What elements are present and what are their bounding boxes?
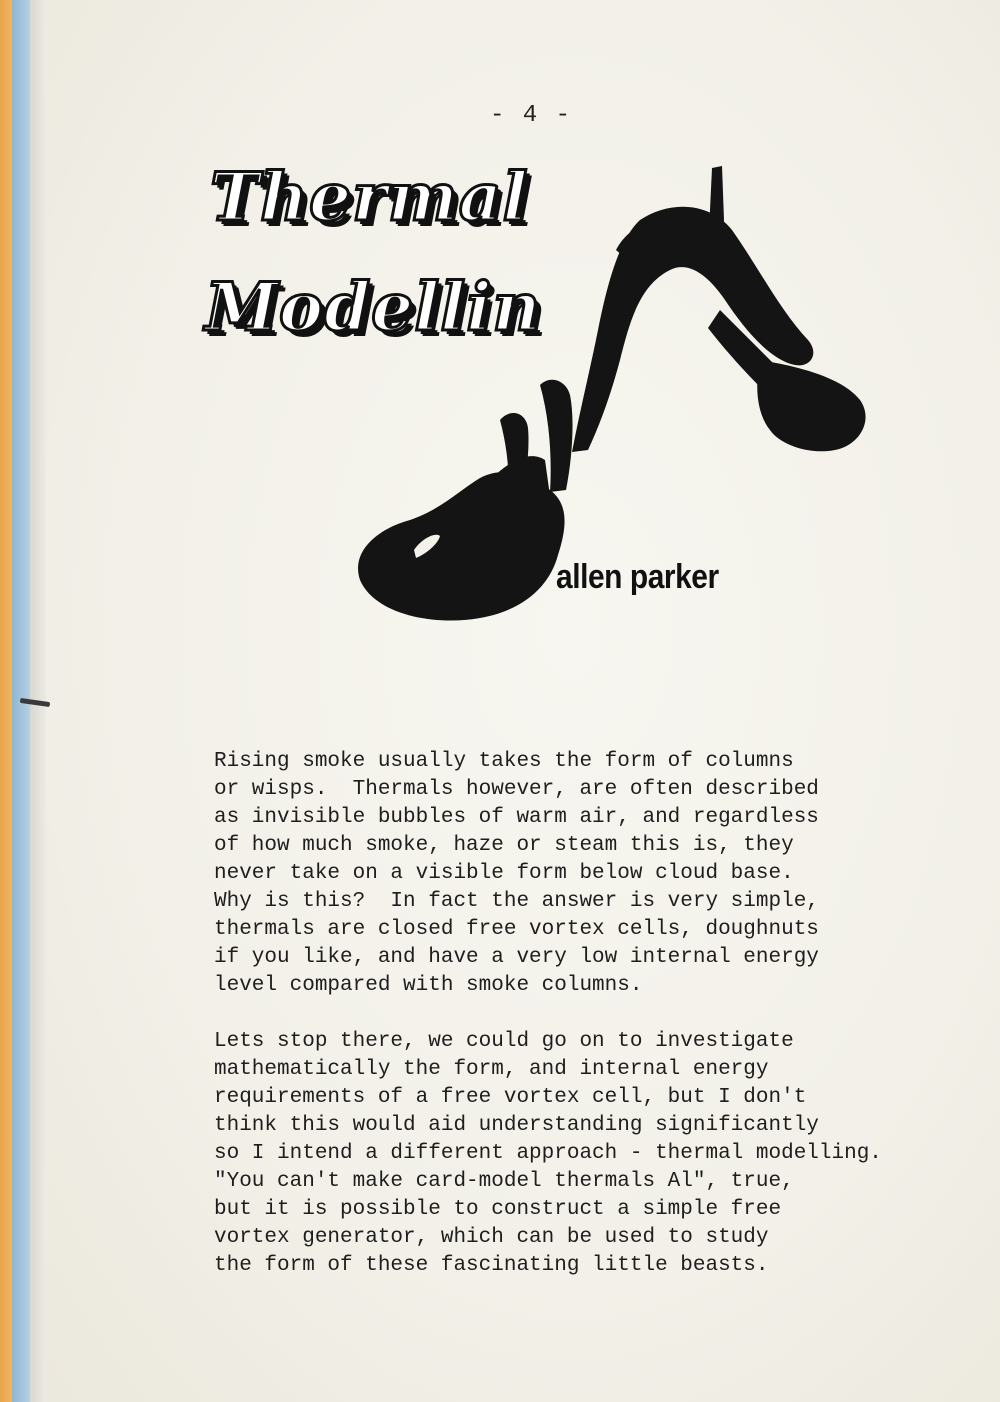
paragraph-line: thermals are closed free vortex cells, doughnuts xyxy=(214,918,819,941)
title-line-2: Modellin xyxy=(205,268,542,346)
paragraph-line: Why is this? In fact the answer is very simple, xyxy=(214,890,819,913)
paragraph-line: or wisps. Thermals however, are often described xyxy=(214,778,819,801)
paragraph-line: never take on a visible form below cloud base. xyxy=(214,862,794,885)
paragraph-line: the form of these fascinating little beasts. xyxy=(214,1254,769,1277)
author-name: allen parker xyxy=(556,558,719,596)
body-paragraph-1 xyxy=(214,748,934,1000)
paragraph-line: requirements of a free vortex cell, but I don't xyxy=(214,1086,807,1109)
paragraph-line: but it is possible to construct a simple free xyxy=(214,1198,782,1221)
title-line-1: Thermal xyxy=(210,158,529,236)
paragraph-line: of how much smoke, haze or steam this is, they xyxy=(214,834,794,857)
paragraph-line: think this would aid understanding significantly xyxy=(214,1114,819,1137)
paragraph-line: "You can't make card-model thermals Al", true, xyxy=(214,1170,794,1193)
paragraph-line: Rising smoke usually takes the form of columns xyxy=(214,750,794,773)
paragraph-line: vortex generator, which can be used to study xyxy=(214,1226,769,1249)
paragraph-line: as invisible bubbles of warm air, and regardless xyxy=(214,806,819,829)
paragraph-line: so I intend a different approach - thermal modelling. xyxy=(214,1142,882,1165)
page-number: - 4 - xyxy=(490,102,573,129)
paragraph-line: mathematically the form, and internal energy xyxy=(214,1058,769,1081)
paragraph-line: level compared with smoke columns. xyxy=(214,974,643,997)
paragraph-line: if you like, and have a very low internal energy xyxy=(214,946,819,969)
body-paragraph-2 xyxy=(214,1028,934,1280)
paragraph-line: Lets stop there, we could go on to investigate xyxy=(214,1030,794,1053)
